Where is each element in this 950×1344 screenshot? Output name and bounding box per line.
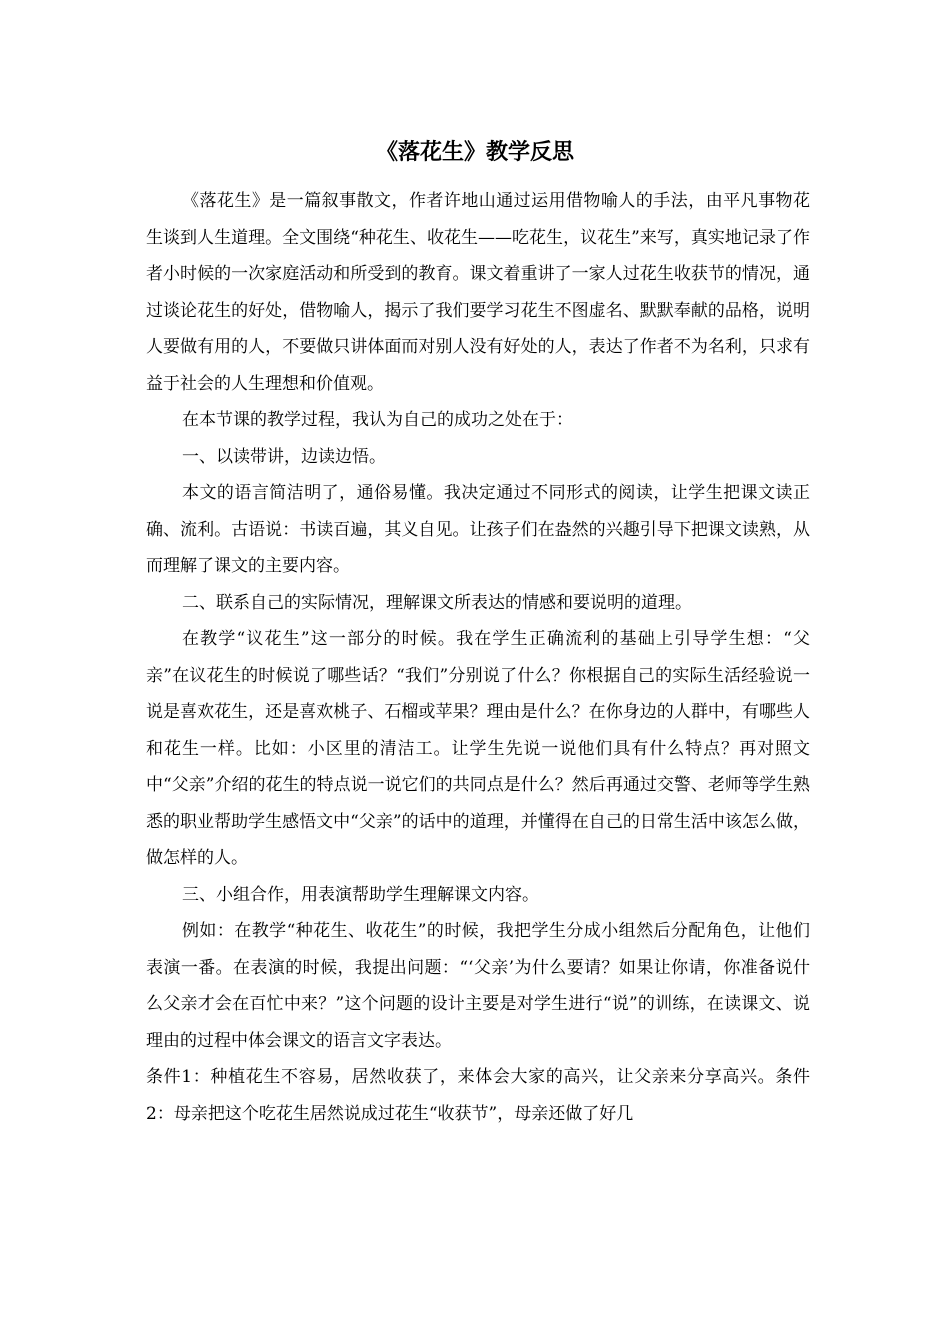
paragraph-conditions: 条件1：种植花生不容易，居然收获了，来体会大家的高兴，让父亲来分享高兴。条件2：母亲把这个吃花生居然说成过花生“收获节”，母亲还做了好几 (146, 1067, 810, 1124)
heading-point-three: 三、小组合作，用表演帮助学生理解课文内容。 (182, 884, 539, 905)
heading-point-one: 一、以读带讲，边读边悟。 (182, 446, 386, 467)
paragraph-point-one: 本文的语言简洁明了，通俗易懂。我决定通过不同形式的阅读，让学生把课文读正确、流利。古语说：书读百遍，其义自见。让孩子们在盎然的兴趣引导下把课文读熟，从而理解了课文的主要内容。 (146, 483, 810, 576)
page-title: 《落花生》教学反思 (375, 139, 574, 165)
paragraph-point-two: 在教学“议花生”这一部分的时候。我在学生正确流利的基础上引导学生想：“父亲”在议花生的时候说了哪些话？“我们”分别说了什么？你根据自己的实际生活经验说一说是喜欢花生，还是喜欢桃子、石榴或苹果？理由是什么？在你身边的人群中，有哪些人和花生一样。比如：小区里的清洁工。让学生先说一说他们具有什么特点？再对照文中“父亲”介绍的花生的特点说一说它们的共同点是什么？然后再通过交警、老师等学生熟悉的职业帮助学生感悟文中“父亲”的话中的道理，并懂得在自己的日常生活中该怎么做，做怎样的人。 (146, 629, 810, 868)
paragraph-intro: 《落花生》是一篇叙事散文，作者许地山通过运用借物喻人的手法，由平凡事物花生谈到人生道理。全文围绕“种花生、收花生——吃花生，议花生”来写，真实地记录了作者小时候的一次家庭活动和所受到的教育。课文着重讲了一家人过花生收获节的情况，通过谈论花生的好处，借物喻人，揭示了我们要学习花生不图虚名、默默奉献的品格，说明人要做有用的人，不要做只讲体面而对别人没有好处的人，表达了作者不为名利，只求有益于社会的人生理想和价值观。 (146, 191, 810, 394)
paragraph-point-three: 例如：在教学“种花生、收花生”的时候，我把学生分成小组然后分配角色，让他们表演一番。在表演的时候，我提出问题：“‘父亲’为什么要请？如果让你请，你准备说什么父亲才会在百忙中来？”这个问题的设计主要是对学生进行“说”的训练，在读课文、说理由的过程中体会课文的语言文字表达。 (146, 921, 810, 1051)
paragraph-success-lead: 在本节课的教学过程，我认为自己的成功之处在于： (182, 410, 573, 430)
document-body (146, 183, 810, 1132)
heading-point-two: 二、联系自己的实际情况，理解课文所表达的情感和要说明的道理。 (182, 592, 692, 613)
